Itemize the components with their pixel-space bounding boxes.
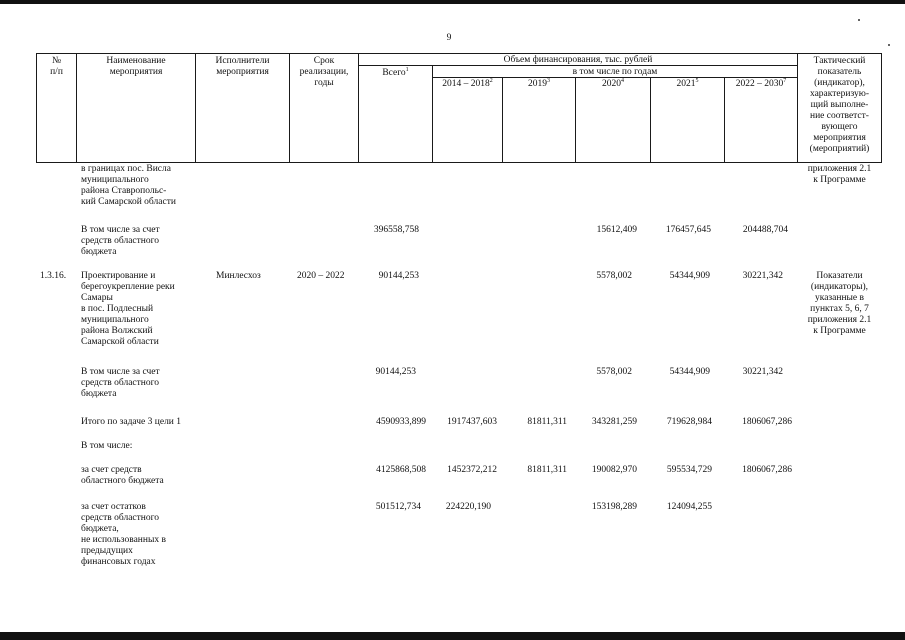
top-border (0, 0, 905, 4)
row4-2019: 81811,311 (527, 417, 567, 427)
row6-2014-2018: 1452372,212 (447, 465, 497, 475)
header-name: Наименование мероприятия (106, 56, 166, 77)
header-executor: Исполнители мероприятия (215, 56, 270, 77)
header-year-2014-2018: 2014 – 2018$^2$ (442, 77, 493, 89)
row2-2021: 54344,909 (669, 271, 710, 281)
header-funding: Объем финансирования, тыс. рублей (503, 55, 653, 65)
row3-2022-2030: 30221,342 (742, 367, 783, 377)
row7-2021: 124094,255 (666, 502, 712, 512)
row2-num: 1.3.16. (40, 271, 67, 281)
row6-total: 4125868,508 (376, 465, 426, 475)
row2-executor: Минлесхоз (216, 271, 261, 281)
row6-2022-2030: 1806067,286 (742, 465, 792, 475)
header-year-2019: 2019$^3$ (528, 77, 550, 89)
row1-2022-2030: 204488,704 (742, 225, 788, 235)
row3-2021: 54344,909 (669, 367, 710, 377)
row4-2022-2030: 1806067,286 (742, 417, 792, 427)
row4-2021: 719628,984 (666, 417, 712, 427)
page-number: 9 (446, 33, 452, 43)
header-year-footnote: 5 (695, 77, 699, 84)
row7-2020: 153198,289 (591, 502, 637, 512)
row6-2019: 81811,311 (527, 465, 567, 475)
row4-2014-2018: 1917437,603 (447, 417, 497, 427)
row2-period: 2020 – 2022 (297, 271, 345, 281)
row4-name: Итого по задаче 3 цели 1 (81, 417, 182, 427)
scan-speck (888, 44, 890, 46)
row2-name: Проектирование и берегоукрепление реки Самары в пос. Подлесный муниципального района Волжский Самарской области (81, 271, 175, 347)
header-num: № п/п (50, 56, 63, 77)
row1-name: В том числе за счет средств областного бюджета (81, 225, 160, 257)
row6-2021: 595534,729 (666, 465, 712, 475)
row3-total: 90144,253 (375, 367, 416, 377)
header-period: Срок реализации, годы (299, 56, 349, 88)
header-year-footnote: 2 (489, 77, 493, 84)
col-border (881, 53, 882, 163)
header-top-line (36, 53, 882, 54)
header-total-footnote: 1 (405, 66, 409, 73)
scan-speck (858, 19, 860, 21)
header-year-footnote: 3 (547, 77, 550, 84)
row2-total: 90144,253 (378, 271, 419, 281)
row7-total: 501512,734 (375, 502, 421, 512)
row6-2020: 190082,970 (591, 465, 637, 475)
header-by-years: в том числе по годам (572, 67, 658, 77)
header-indicator: Тактический показатель (индикатор), характеризую- щий выполне- ние соответст- вующего мероприятия (мероприятий) (809, 56, 870, 154)
row1-2020: 15612,409 (596, 225, 637, 235)
row7-name: за счет остатков средств областного бюджета, не использованных в предыдущих финансовых годах (81, 502, 166, 567)
header-year-footnote: 4 (621, 77, 624, 84)
row2-2022-2030: 30221,342 (742, 271, 783, 281)
row2-indicator: Показатели (индикаторы), указанные в пунктах 5, 6, 7 приложения 2.1 к Программе (807, 271, 872, 336)
row2-2020: 5578,002 (596, 271, 632, 281)
row5-name: В том числе: (81, 441, 133, 451)
header-year-footnote: 7 (783, 77, 787, 84)
row-cont-indicator: приложения 2.1 к Программе (807, 164, 872, 185)
row1-2021: 176457,645 (665, 225, 711, 235)
header-year-2021: 2021$^5$ (676, 77, 699, 89)
row4-2020: 343281,259 (591, 417, 637, 427)
row4-total: 4590933,899 (376, 417, 426, 427)
header-year-2022-2030: 2022 – 2030$^7$ (735, 77, 787, 89)
row-cont-name: в границах пос. Висла муниципального района Ставропольс- кий Самарской области (81, 164, 176, 207)
bottom-border (0, 632, 905, 640)
header-year-2020: 2020$^4$ (602, 77, 624, 89)
row3-2020: 5578,002 (596, 367, 632, 377)
row1-total: 396558,758 (373, 225, 419, 235)
row7-2014-2018: 224220,190 (445, 502, 491, 512)
row3-name: В том числе за счет средств областного бюджета (81, 367, 160, 399)
header-total: Всего$^1$ (382, 66, 409, 78)
row6-name: за счет средств областного бюджета (81, 465, 164, 486)
header-bottom-line (36, 162, 882, 163)
